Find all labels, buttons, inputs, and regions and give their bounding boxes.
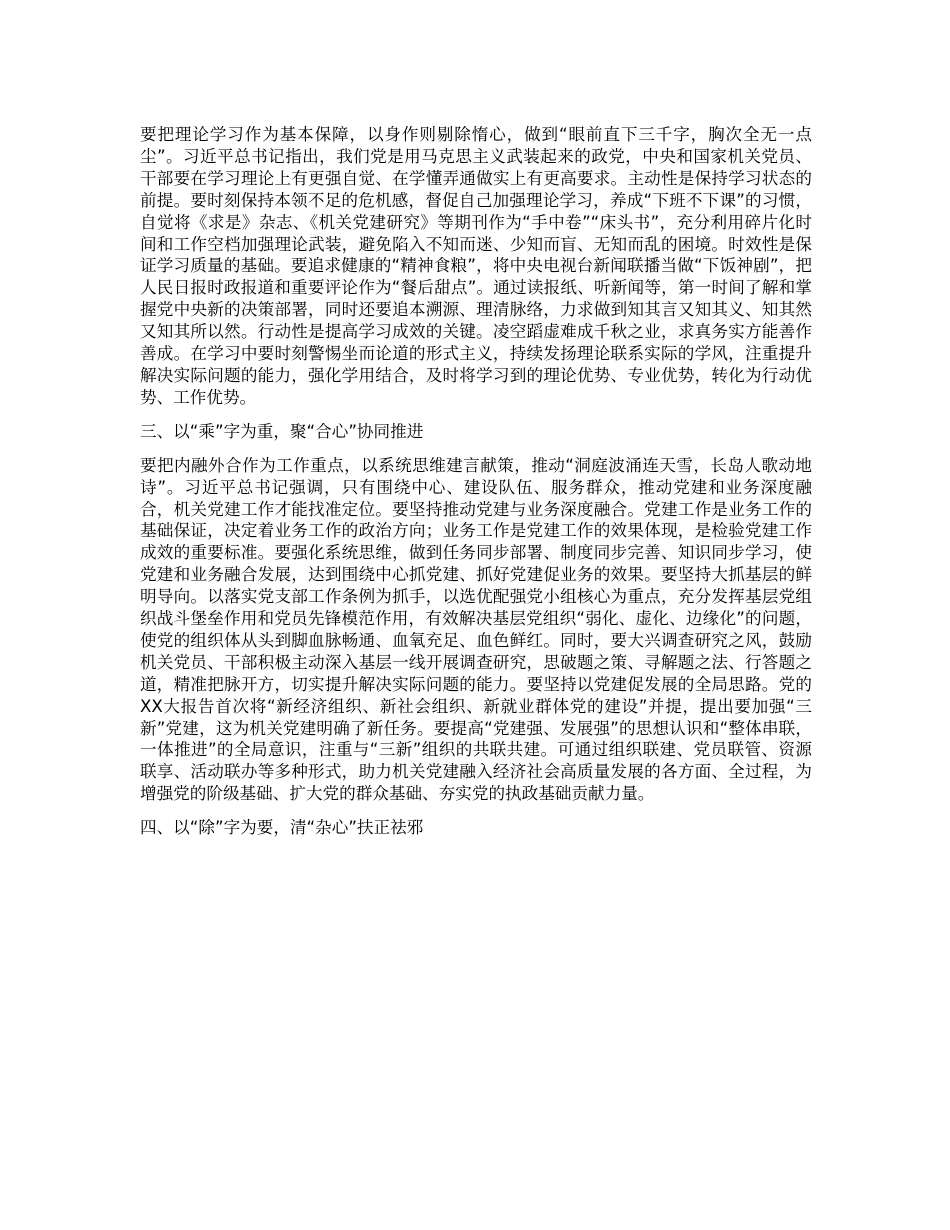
document-page <box>140 124 812 851</box>
body-paragraph-study: 要把理论学习作为基本保障，以身作则剔除惰心，做到“眼前直下三千字，胸次全无一点尘”。习近平总书记指出，我们党是用马克思主义武装起来的政党，中央和国家机关党员、干部要在学习理论上有更强自觉、在学懂弄通做实上有更高要求。主动性是保持学习状态的前提。要时刻保持本领不足的危机感，督促自己加强理论学习，养成“下班不下课”的习惯，自觉将《求是》杂志、《机关党建研究》等期刊作为“手中卷”“床头书”，充分利用碎片化时间和工作空档加强理论武装，避免陷入不知而迷、少知而盲、无知而乱的困境。时效性是保证学习质量的基础。要追求健康的“精神食粮”，将中央电视台新闻联播当做“下饭神剧”，把人民日报时政报道和重要评论作为“餐后甜点”。通过读报纸、听新闻等，第一时间了解和掌握党中央新的决策部署，同时还要追本溯源、理清脉络，力求做到知其言又知其义、知其然又知其所以然。行动性是提高学习成效的关键。凌空蹈虚难成千秋之业，求真务实方能善作善成。在学习中要时刻警惕坐而论道的形式主义，持续发扬理论联系实际的学风，注重提升解决实际问题的能力，强化学用结合，及时将学习到的理论优势、专业优势，转化为行动优势、工作优势。 <box>140 125 812 407</box>
section-heading-four: 四、以“除”字为要，清“杂心”扶正祛邪 <box>140 818 424 838</box>
body-paragraph-integration: 要把内融外合作为工作重点，以系统思维建言献策，推动“洞庭波涌连天雪，长岛人歌动地诗”。习近平总书记强调，只有围绕中心、建设队伍、服务群众，推动党建和业务深度融合，机关党建工作才能找准定位。要坚持推动党建与业务深度融合。党建工作是业务工作的基础保证，决定着业务工作的政治方向；业务工作是党建工作的效果体现，是检验党建工作成效的重要标准。要强化系统思维，做到任务同步部署、制度同步完善、知识同步学习，使党建和业务融合发展，达到围绕中心抓党建、抓好党建促业务的效果。要坚持大抓基层的鲜明导向。以落实党支部工作条例为抓手，以选优配强党小组核心为重点，充分发挥基层党组织战斗堡垒作用和党员先锋模范作用，有效解决基层党组织“弱化、虚化、边缘化”的问题，使党的组织体从头到脚血脉畅通、血氧充足、血色鲜红。同时，要大兴调查研究之风，鼓励机关党员、干部积极主动深入基层一线开展调查研究，思破题之策、寻解题之法、行答题之道，精准把脉开方，切实提升解决实际问题的能力。要坚持以党建促发展的全局思路。党的XX大报告首次将“新经济组织、新社会组织、新就业群体党的建设”并提，提出要加强“三新”党建，这为机关党建明确了新任务。要提高“党建强、发展强”的思想认识和“整体串联，一体推进”的全局意识，注重与“三新”组织的共联共建。可通过组织联建、党员联管、资源联享、活动联办等多种形式，助力机关党建融入经济社会高质量发展的各方面、全过程，为增强党的阶级基础、扩大党的群众基础、夯实党的执政基础贡献力量。 <box>140 455 812 804</box>
section-heading-three: 三、以“乘”字为重，聚“合心”协同推进 <box>140 421 424 441</box>
